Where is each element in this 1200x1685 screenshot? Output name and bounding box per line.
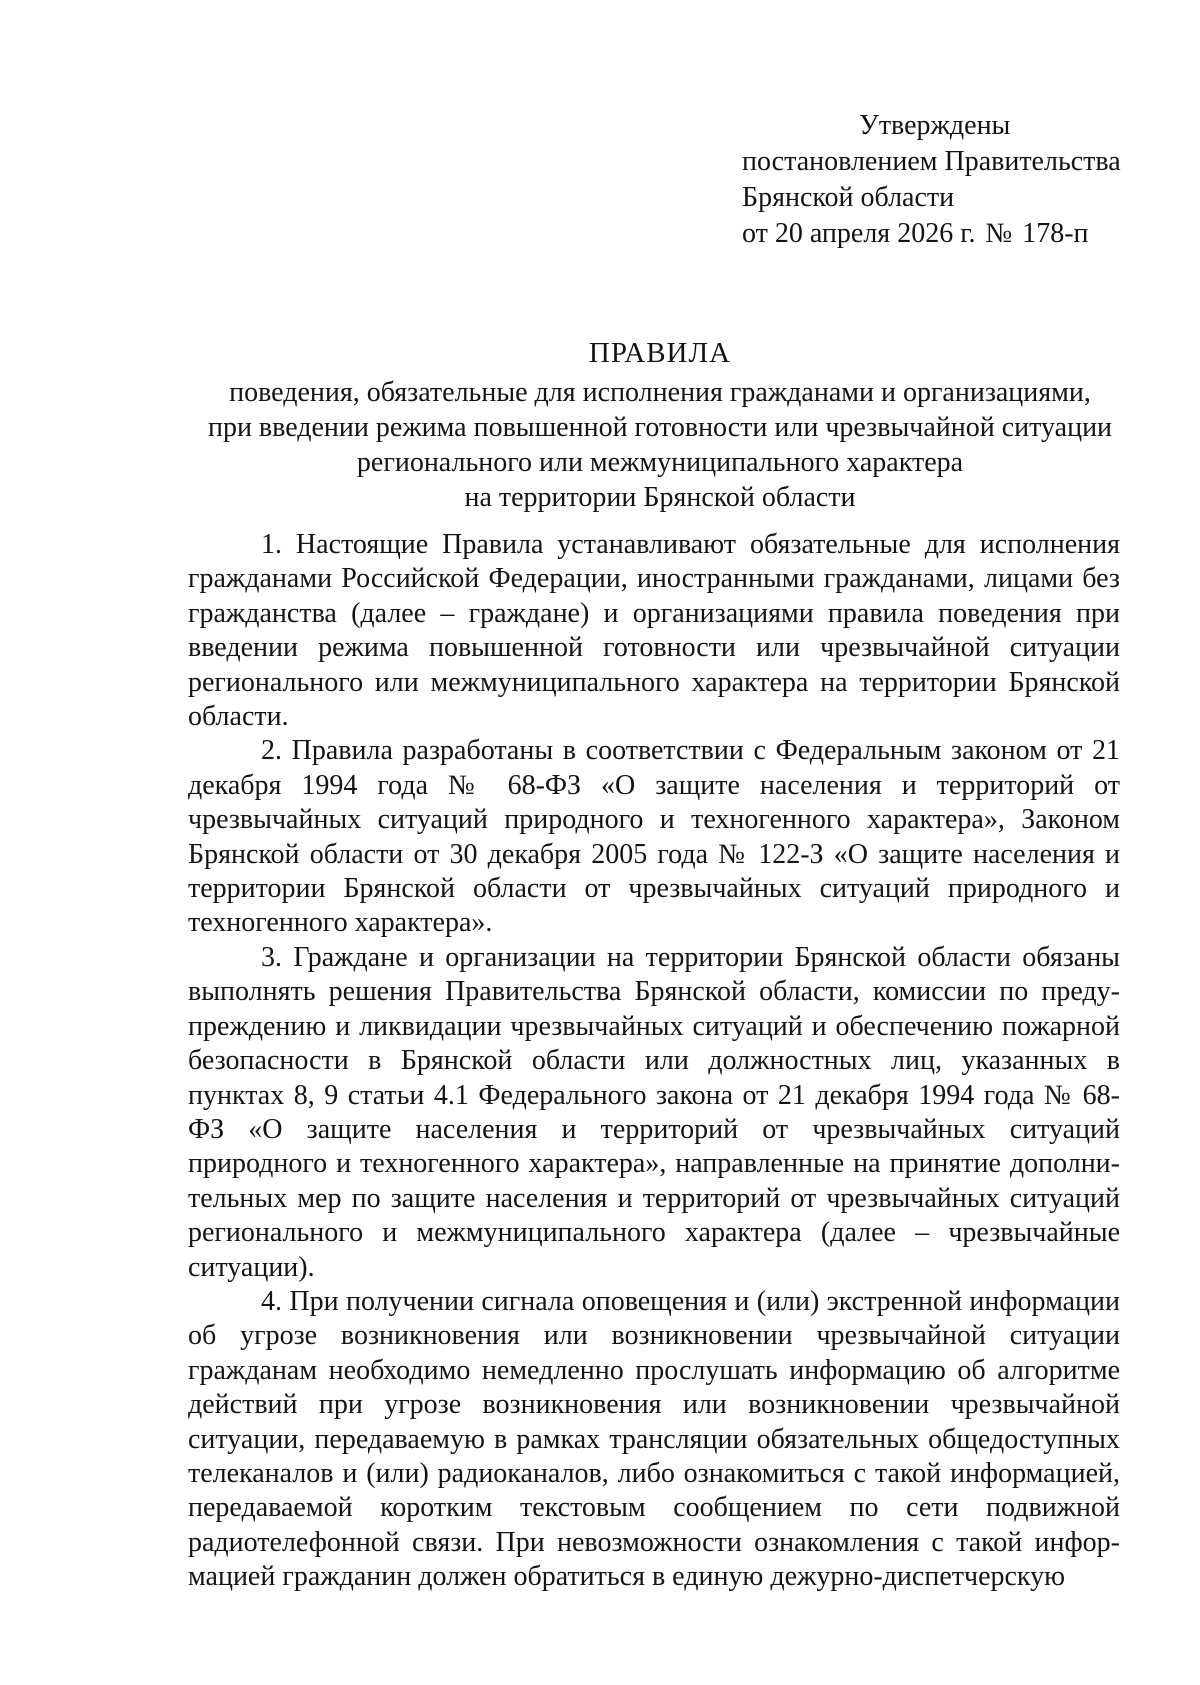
approval-line-region: Брянской области: [742, 182, 955, 213]
paragraph-3: 3. Граждане и организации на территории Брянской области обязаны выполнять решения Правительства Брянской области, комиссии по предупреждению и ликвидации чрезвычайных ситуаций и обеспечению пожарной безопасности в Брянской области или должностных лиц, указанных в пунктах 8, 9 статьи 4.1 Федерального закона от 21 декабря 1994 года № 68-ФЗ «О защите населения и территорий от чрезвычайных ситуаций природного и техногенного характера», направленные на принятие дополнительных мер по защите населения и территорий от чрезвычайных ситуаций регионального и межмуниципального характера (далее – чрезвычайные ситуации).: [188, 941, 1120, 1283]
approval-line-approved: Утверждены: [859, 110, 1011, 141]
paragraph-1: 1. Настоящие Правила устанавливают обязательные для исполнения гражданами Российской Федерации, иностранными гражданами, лицами без гражданства (далее – граждане) и организациями правила поведения при введении режима повышенной готовности или чрезвычайной ситуации регионального или межмуниципального характера на территории Брянской области.: [188, 529, 1120, 733]
paragraph-2: 2. Правила разработаны в соответствии с Федеральным законом от 21 декабря 1994 года № 68-ФЗ «О защите населения и территорий от чрезвычайных ситуаций природного и техногенного характера», Законом Брянской области от 30 декабря 2005 года № 122-З «О защите населения и территории Брянской области от чрезвычайных ситуаций природного и техногенного характера».: [188, 735, 1120, 939]
approval-number: 178-п: [1022, 218, 1089, 249]
approval-date: от 20 апреля 2026 г.: [742, 218, 976, 249]
document-subtitle-line: на территории Брянской области: [464, 482, 856, 513]
document-subtitle-line: поведения, обязательные для исполнения гражданами и организациями,: [229, 377, 1091, 408]
approval-line-resolution: постановлением Правительства: [742, 146, 1121, 177]
document-subtitle-line: при введении режима повышенной готовности или чрезвычайной ситуации: [207, 412, 1113, 443]
approval-stamp-block: [742, 108, 1162, 252]
document-body: [188, 528, 1120, 1595]
paragraph-4: 4. При получении сигнала оповещения и (или) экстренной информации об угрозе возникновения или возникновении чрезвычайной ситуации гражданам необходимо немедленно прослушать информацию об алгоритме действий при угрозе возникновения или возникновении чрезвычайной ситуации, передаваемую в рамках трансляции обязательных общедоступных телеканалов и (или) радиоканалов, либо ознакомиться с такой информацией, передаваемой коротким текстовым сообщением по сети подвижной радиотелефонной связи. При невозможности ознакомления с такой информацией гражданин должен обратиться в единую дежурно-диспетчерскую: [188, 1285, 1120, 1593]
approval-number-sign: №: [985, 218, 1013, 249]
approval-line-date-number: [742, 216, 1162, 252]
document-title: ПРАВИЛА: [588, 337, 732, 369]
document-subtitle-line: регионального или межмуниципального характера: [356, 447, 964, 478]
document-heading: [140, 333, 1180, 515]
